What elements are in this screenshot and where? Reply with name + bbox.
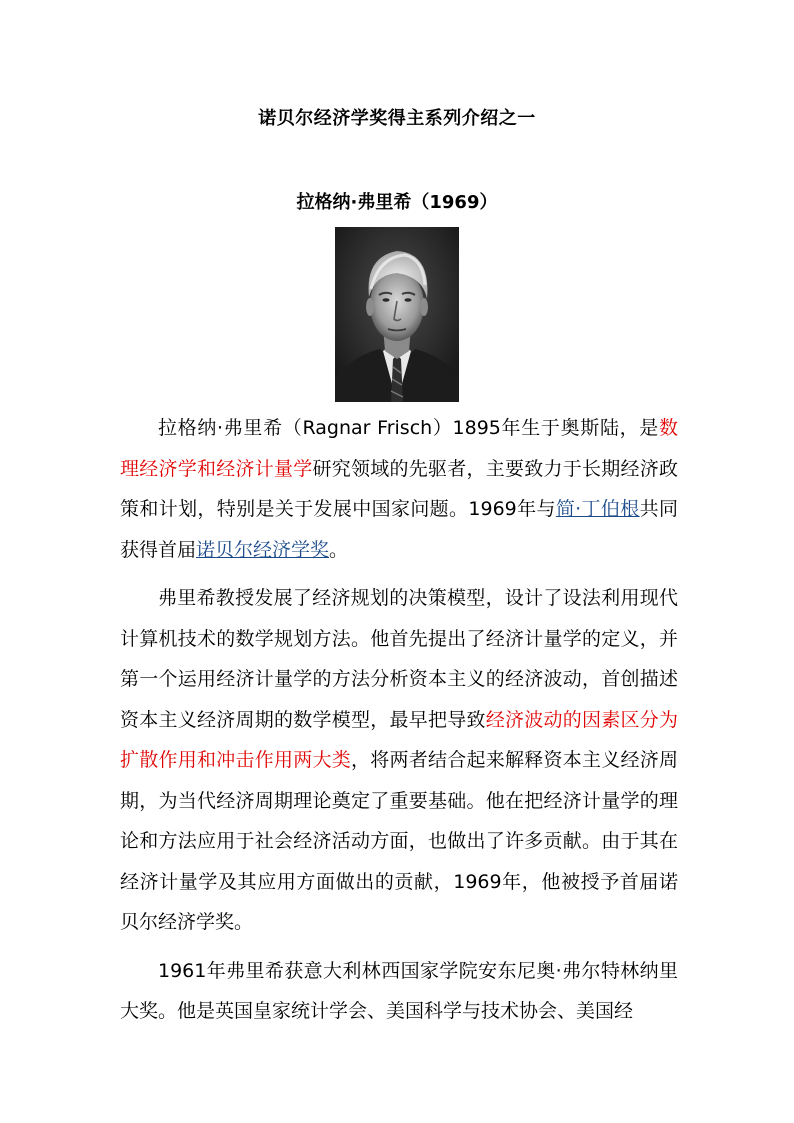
portrait-image <box>335 227 459 402</box>
body-text <box>120 408 678 1040</box>
paragraph-2-text-2: ，将两者结合起来解释资本主义经济周期，为当代经济周期理论奠定了重要基础。他在把经济计量学的理论和方法应用于社会经济活动方面，也做出了许多贡献。由于其在经济计量学及其应用方面做出的贡献，1969年，他被授予首届诺贝尔经济学奖。 <box>120 749 678 933</box>
highlight-fluctuation-factors: 经济波动的因素区分为扩散作用和冲击作用两大类 <box>120 708 678 771</box>
paragraph-1-text-4: 。 <box>329 538 349 561</box>
paragraph-2 <box>120 578 678 943</box>
link-nobel-prize[interactable]: 诺贝尔经济学奖 <box>196 538 330 561</box>
paragraph-1-text-2: 研究领域的先驱者，主要致力于长期经济政策和计划，特别是关于发展中国家问题。1969年与 <box>120 457 678 520</box>
paragraph-2-text-1: 弗里希教授发展了经济规划的决策模型，设计了设法利用现代计算机技术的数学规划方法。他首先提出了经济计量学的定义，并第一个运用经济计量学的方法分析资本主义的经济波动，首创描述资本主义经济周期的数学模型，最早把导致 <box>120 587 678 731</box>
paragraph-1-text-1: 拉格纳·弗里希（Ragnar Frisch）1895年生于奥斯陆，是 <box>158 417 659 439</box>
highlight-math-econometrics: 数理经济学和经济计量学 <box>120 417 678 480</box>
paragraph-3 <box>120 951 678 1032</box>
portrait-photo <box>335 227 459 402</box>
person-title: 拉格纳·弗里希（1969） <box>296 192 498 213</box>
paragraph-3-text-1: 1961年弗里希获意大利林西国家学院安东尼奥·弗尔特林纳里大奖。他是英国皇家统计学会、美国科学与技术协会、美国经 <box>120 959 678 1022</box>
paragraph-1-text-3: 共同获得首届 <box>120 498 678 561</box>
paragraph-1 <box>120 408 678 570</box>
link-tinbergen[interactable]: 简·丁伯根 <box>555 498 640 520</box>
series-title: 诺贝尔经济学奖得主系列介绍之一 <box>258 108 536 129</box>
